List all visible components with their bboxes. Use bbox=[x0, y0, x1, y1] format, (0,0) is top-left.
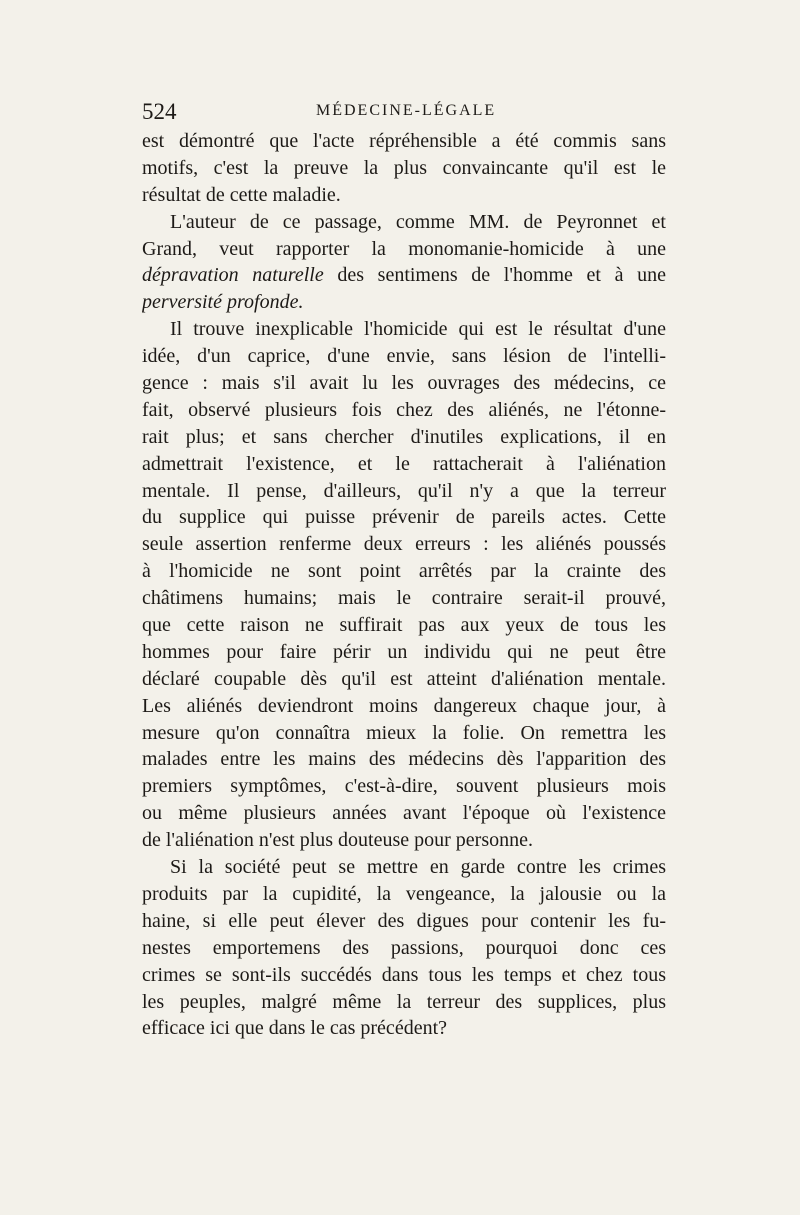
text-line: de l'aliénation n'est plus douteuse pour personne. bbox=[142, 829, 534, 852]
text-line: gence : mais s'il avait lu les ouvrages des médecins, ce bbox=[142, 372, 666, 395]
text-line: résultat de cette maladie. bbox=[142, 183, 341, 206]
text-line: premiers symptômes, c'est-à-dire, souvent plusieurs mois bbox=[142, 775, 666, 798]
text-line: perversité profonde. bbox=[142, 291, 304, 314]
text-line: mesure qu'on connaîtra mieux la folie. On remettra les bbox=[142, 721, 666, 744]
text-line: Les aliénés deviendront moins dangereux chaque jour, à bbox=[142, 694, 666, 717]
text-line: rait plus; et sans chercher d'inutiles explications, il en bbox=[142, 425, 666, 448]
page-number: 524 bbox=[142, 99, 177, 124]
text-line: déclaré coupable dès qu'il est atteint d'aliénation mentale. bbox=[142, 667, 666, 690]
text-line: est démontré que l'acte répréhensible a été commis sans bbox=[142, 130, 666, 152]
text-line: fait, observé plusieurs fois chez des aliénés, ne l'étonne- bbox=[142, 398, 666, 421]
text-line: idée, d'un caprice, d'une envie, sans lésion de l'intelli- bbox=[142, 345, 666, 368]
text-line: dépravation naturelle des sentimens de l'homme et à une bbox=[142, 264, 666, 287]
text-line: Il trouve inexplicable l'homicide qui est le résultat d'une bbox=[170, 318, 666, 341]
text-line: admettrait l'existence, et le rattacherait à l'aliénation bbox=[142, 452, 666, 475]
text-line: mentale. Il pense, d'ailleurs, qu'il n'y a que la terreur bbox=[142, 479, 666, 502]
text-line: malades entre les mains des médecins dès l'apparition des bbox=[142, 748, 666, 771]
text-line: seule assertion renferme deux erreurs : les aliénés poussés bbox=[142, 533, 666, 556]
text-line: que cette raison ne suffirait pas aux yeux de tous les bbox=[142, 614, 666, 637]
text-line: ou même plusieurs années avant l'époque où l'existence bbox=[142, 802, 666, 825]
text-line: Si la société peut se mettre en garde contre les crimes bbox=[170, 856, 666, 879]
text-line: crimes se sont-ils succédés dans tous les temps et chez tous bbox=[142, 963, 666, 986]
text-line: motifs, c'est la preuve la plus convaincante qu'il est le bbox=[142, 156, 666, 179]
text-line: châtimens humains; mais le contraire serait-il prouvé, bbox=[142, 587, 666, 610]
text-line: nestes emportemens des passions, pourquoi donc ces bbox=[142, 936, 666, 959]
running-title: MÉDECINE-LÉGALE bbox=[316, 102, 497, 119]
text-line: efficace ici que dans le cas précédent? bbox=[142, 1017, 447, 1040]
text-line: les peuples, malgré même la terreur des supplices, plus bbox=[142, 990, 666, 1013]
text-line: à l'homicide ne sont point arrêtés par la crainte des bbox=[142, 560, 666, 583]
text-line: du supplice qui puisse prévenir de pareils actes. Cette bbox=[142, 506, 666, 529]
text-line: Grand, veut rapporter la monomanie-homicide à une bbox=[142, 237, 666, 260]
text-line: L'auteur de ce passage, comme MM. de Peyronnet et bbox=[170, 210, 666, 233]
body-text bbox=[142, 128, 666, 1042]
text-line: haine, si elle peut élever des digues pour contenir les fu- bbox=[142, 909, 666, 932]
text-line: produits par la cupidité, la vengeance, la jalousie ou la bbox=[142, 882, 666, 905]
page-header bbox=[142, 96, 666, 126]
text-line: hommes pour faire périr un individu qui ne peut être bbox=[142, 640, 666, 663]
